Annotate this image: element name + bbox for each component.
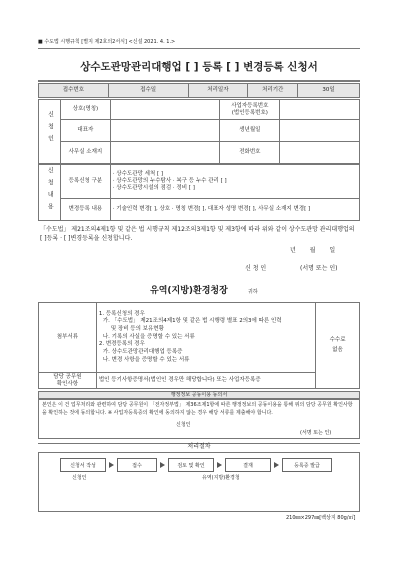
attachment-line: 1. 등록신청의 경우: [98, 310, 145, 317]
step-review: 검토 및 확인: [168, 458, 214, 472]
attachment-line: 나. 기록의 사실을 증명할 수 있는 서류: [102, 333, 195, 340]
recipient-suffix: 귀하: [248, 289, 258, 295]
application-date: 년 월 일: [290, 247, 336, 254]
attachment-line: 가. 「수도법」 제21조의4제1항 및 같은 법 시행령 별표 2의3에 따른 인력: [102, 318, 282, 325]
attachment-line: 2. 변경등록의 경우: [98, 341, 145, 348]
applicant-table: [38, 99, 360, 164]
signer-label: 신 청 인: [245, 265, 267, 272]
form-reference-note: ■ 수도법 시행규칙 [별지 제2호의2서식] <신설 2021. 4. 1.>: [38, 39, 176, 45]
fee-cell: [316, 303, 360, 389]
change-content-label: 변경등록 내용: [60, 199, 110, 221]
arrow-icon: [109, 462, 114, 468]
attachment-line: 및 장비 등의 보유현황: [110, 325, 164, 332]
registration-type-options[interactable]: [110, 165, 359, 199]
consent-signature[interactable]: (서명 또는 인): [300, 430, 332, 436]
receipt-table: [38, 83, 360, 98]
consent-signer-label: 신청인: [176, 422, 191, 428]
phone-label: 전화번호: [220, 142, 280, 164]
recipient-name: 유역(지방)환경청장: [150, 286, 228, 296]
step-receipt: 접수: [117, 458, 157, 472]
business-number-label: 사업자등록번호 (법인등록번호): [220, 100, 280, 120]
consent-title: 행정정보 공동이용 동의서: [170, 391, 228, 398]
consent-text: 본인은 이 건 업무처리와 관련하여 담당 공무원이 「전자정부법」 제36조제1항에 따른 행정정보의 공동이용을 통해 위의 담당 공무원 확인사항을 확인하는 것에 동의합니다. ※ 사업자등록증의 확인에 동의하지 않는 경우 해당 서류를 제출해야 합니다.: [42, 402, 353, 416]
arrow-icon: [274, 462, 279, 468]
process-actor-applicant: 신청인: [72, 475, 87, 481]
title-rule: [38, 80, 360, 82]
receipt-date-label: 접수일: [108, 84, 188, 98]
official-check-text: 법인 등기사항증명서(법인인 경우만 해당합니다) 또는 사업자등록증: [96, 373, 315, 389]
content-section-label: 신청내용: [39, 165, 61, 221]
step-approval: 결재: [225, 458, 271, 472]
company-name-label: 상호(명칭): [60, 100, 110, 120]
applicant-section-label: 신청인: [39, 100, 61, 164]
birth-date-field[interactable]: [280, 120, 360, 142]
request-content-table: [38, 164, 360, 221]
office-address-label: 사무실 소재지: [60, 142, 110, 164]
top-rule: [38, 48, 360, 49]
receipt-number-label: 접수번호: [39, 84, 109, 98]
representative-field[interactable]: [110, 120, 220, 142]
form-title: 상수도관망관리대행업 [ ] 등록 [ ] 변경등록 신청서: [80, 61, 318, 73]
signer-signature[interactable]: (서명 또는 인): [300, 265, 338, 272]
process-period-label: 처리기간: [248, 84, 298, 98]
attachments-table: [38, 302, 360, 389]
paper-spec: 210㎜×297㎜[백상지 80g/㎡]: [286, 515, 356, 521]
attachments-label: 첨부서류: [39, 303, 97, 373]
legal-statement: 「수도법」 제21조의4제1항 및 같은 법 시행규칙 제12조의3제1항 및 제3항에 따라 위와 같이 상수도관망 관리대행업의 [ ]등록 · [ ]변경등록을 신청합니다.: [40, 226, 355, 243]
reg-type-leak-management[interactable]: · 상수도관망의 누수탐사 · 복구 등 누수 관리 [ ]: [112, 178, 227, 185]
process-actor-agency: 유역(지방)환경청: [202, 475, 240, 481]
reg-type-inspection[interactable]: · 상수도관망시설의 점검 · 정비 [ ]: [112, 184, 195, 191]
fee-label: 수수료: [329, 337, 346, 344]
birth-date-label: 생년월일: [220, 120, 280, 142]
process-title: 처리절차: [187, 443, 211, 450]
office-address-field[interactable]: [110, 142, 220, 164]
process-period-value: 30일: [298, 84, 360, 98]
phone-field[interactable]: [280, 142, 360, 164]
reg-type-washing[interactable]: · 상수도관망 세척 [ ]: [112, 171, 164, 178]
fee-value: 없음: [332, 347, 343, 353]
process-date-label: 처리일자: [188, 84, 248, 98]
arrow-icon: [217, 462, 222, 468]
company-name-field[interactable]: [110, 100, 220, 120]
official-check-label: 담당 공무원 확인사항: [39, 373, 97, 389]
attachment-line: 가. 상수도관망관리대행업 등록증: [102, 349, 183, 356]
representative-label: 대표자: [60, 120, 110, 142]
business-number-field[interactable]: [280, 100, 360, 120]
attachments-list: [96, 303, 315, 373]
arrow-icon: [160, 462, 165, 468]
registration-type-label: 등록신청 구분: [60, 165, 110, 199]
change-content-options[interactable]: · 기술인력 변경[ ], 상호 · 명칭 변경[ ], 대표자 성명 변경[ ], 사무실 소재지 변경[ ]: [110, 199, 359, 221]
attachment-line: 나. 변경 사항을 증명할 수 있는 서류: [102, 356, 190, 363]
step-write-application: 신청서 작성: [60, 458, 106, 472]
step-issue-certificate: 등록증 발급: [282, 458, 332, 472]
